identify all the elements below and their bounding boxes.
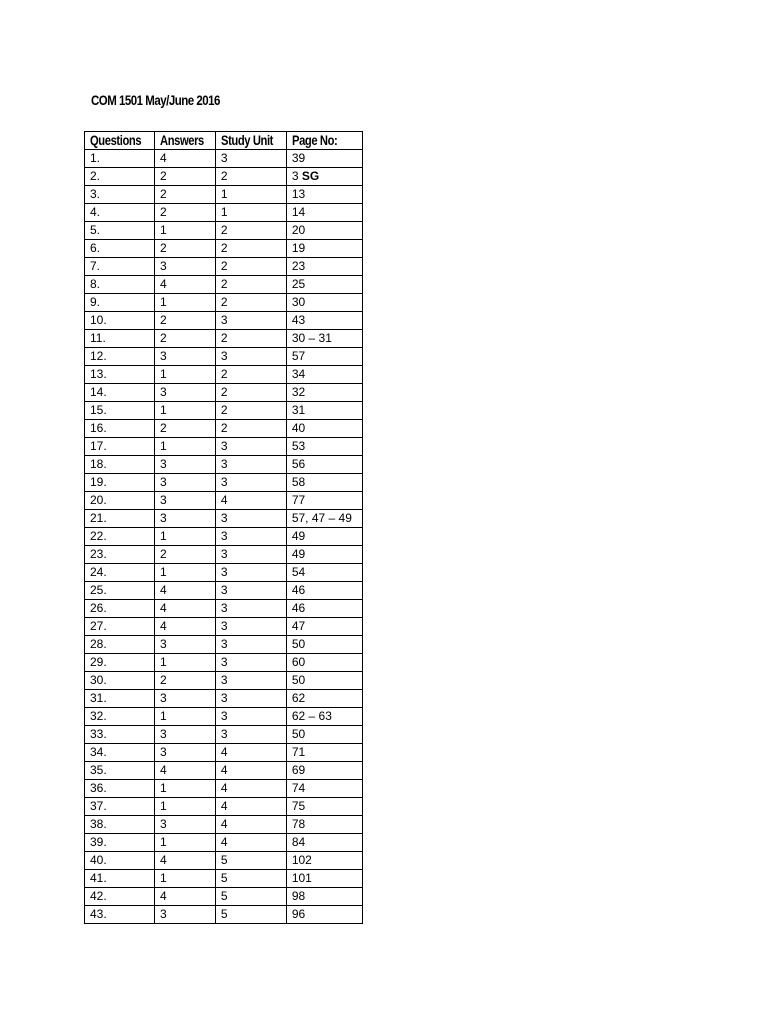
study-unit-cell: 4: [215, 780, 286, 798]
table-row: [85, 366, 363, 384]
page-number-cell: 62: [286, 690, 362, 708]
column-header-questions: Questions: [85, 132, 155, 150]
study-guide-marker: SG: [301, 169, 320, 183]
table-row: [85, 762, 363, 780]
study-unit-cell: 3: [215, 726, 286, 744]
page-number-cell: 50: [286, 672, 362, 690]
page-number-cell: 58: [286, 474, 362, 492]
page-number-cell: 47: [286, 618, 362, 636]
answer-cell: 2: [154, 312, 215, 330]
page-number-cell: 46: [286, 600, 362, 618]
answer-cell: 3: [154, 384, 215, 402]
answer-cell: 1: [154, 438, 215, 456]
table-row: [85, 744, 363, 762]
page-number-cell: 54: [286, 564, 362, 582]
answer-cell: 4: [154, 150, 215, 168]
answer-cell: 1: [154, 870, 215, 888]
table-row: [85, 384, 363, 402]
table-row: [85, 258, 363, 276]
document-title: COM 1501 May/June 2016: [91, 92, 220, 108]
table-row: [85, 456, 363, 474]
answer-cell: 1: [154, 222, 215, 240]
question-number-cell: 23.: [85, 546, 155, 564]
question-number-cell: 14.: [85, 384, 155, 402]
study-unit-cell: 3: [215, 582, 286, 600]
answer-cell: 4: [154, 618, 215, 636]
question-number-cell: 5.: [85, 222, 155, 240]
question-number-cell: 11.: [85, 330, 155, 348]
table-row: [85, 582, 363, 600]
answer-cell: 3: [154, 816, 215, 834]
question-number-cell: 3.: [85, 186, 155, 204]
page-number-cell: 34: [286, 366, 362, 384]
study-unit-cell: 2: [215, 366, 286, 384]
table-row: [85, 726, 363, 744]
answer-cell: 4: [154, 600, 215, 618]
answer-cell: 3: [154, 726, 215, 744]
page-number-cell: 14: [286, 204, 362, 222]
table-row: [85, 798, 363, 816]
study-unit-cell: 1: [215, 204, 286, 222]
answer-cell: 3: [154, 258, 215, 276]
table-row: [85, 150, 363, 168]
table-row: [85, 186, 363, 204]
table-row: [85, 348, 363, 366]
table-row: [85, 222, 363, 240]
question-number-cell: 27.: [85, 618, 155, 636]
study-unit-cell: 5: [215, 906, 286, 924]
study-unit-cell: 2: [215, 294, 286, 312]
table-row: [85, 636, 363, 654]
study-unit-cell: 2: [215, 168, 286, 186]
answer-cell: 1: [154, 654, 215, 672]
study-unit-cell: 3: [215, 636, 286, 654]
question-number-cell: 4.: [85, 204, 155, 222]
question-number-cell: 36.: [85, 780, 155, 798]
study-unit-cell: 5: [215, 870, 286, 888]
question-number-cell: 18.: [85, 456, 155, 474]
question-number-cell: 35.: [85, 762, 155, 780]
answer-cell: 1: [154, 528, 215, 546]
answer-cell: 3: [154, 690, 215, 708]
page-number-cell: 19: [286, 240, 362, 258]
table-row: [85, 330, 363, 348]
study-unit-cell: 2: [215, 330, 286, 348]
table-row: [85, 852, 363, 870]
table-body: [85, 150, 363, 924]
answer-cell: 3: [154, 906, 215, 924]
question-number-cell: 10.: [85, 312, 155, 330]
page-number-cell: 49: [286, 528, 362, 546]
page-number-cell: 3 SG: [286, 168, 362, 186]
question-number-cell: 40.: [85, 852, 155, 870]
answer-cell: 3: [154, 348, 215, 366]
study-unit-cell: 3: [215, 312, 286, 330]
table-row: [85, 690, 363, 708]
answer-cell: 3: [154, 510, 215, 528]
answer-cell: 4: [154, 852, 215, 870]
answer-key-table: [84, 131, 363, 924]
study-unit-cell: 4: [215, 762, 286, 780]
column-header-page-no: Page No:: [286, 132, 362, 150]
table-row: [85, 906, 363, 924]
answer-cell: 1: [154, 834, 215, 852]
question-number-cell: 9.: [85, 294, 155, 312]
table-row: [85, 492, 363, 510]
page-number-cell: 56: [286, 456, 362, 474]
page-number-cell: 62 – 63: [286, 708, 362, 726]
question-number-cell: 2.: [85, 168, 155, 186]
study-unit-cell: 2: [215, 402, 286, 420]
table-row: [85, 654, 363, 672]
answer-cell: 2: [154, 186, 215, 204]
study-unit-cell: 2: [215, 222, 286, 240]
answer-cell: 2: [154, 546, 215, 564]
table-row: [85, 870, 363, 888]
answer-cell: 1: [154, 366, 215, 384]
answer-cell: 3: [154, 492, 215, 510]
study-unit-cell: 3: [215, 546, 286, 564]
answer-cell: 2: [154, 330, 215, 348]
answer-cell: 3: [154, 474, 215, 492]
page-number-cell: 71: [286, 744, 362, 762]
page-number-cell: 74: [286, 780, 362, 798]
answer-cell: 2: [154, 204, 215, 222]
question-number-cell: 29.: [85, 654, 155, 672]
page-number-cell: 20: [286, 222, 362, 240]
page-number-cell: 39: [286, 150, 362, 168]
study-unit-cell: 5: [215, 852, 286, 870]
page-number-cell: 60: [286, 654, 362, 672]
answer-cell: 4: [154, 762, 215, 780]
question-number-cell: 15.: [85, 402, 155, 420]
question-number-cell: 28.: [85, 636, 155, 654]
table-row: [85, 546, 363, 564]
study-unit-cell: 3: [215, 348, 286, 366]
study-unit-cell: 3: [215, 438, 286, 456]
study-unit-cell: 2: [215, 240, 286, 258]
question-number-cell: 26.: [85, 600, 155, 618]
page-number-cell: 30 – 31: [286, 330, 362, 348]
question-number-cell: 16.: [85, 420, 155, 438]
page-number-cell: 96: [286, 906, 362, 924]
page-number-cell: 57: [286, 348, 362, 366]
answer-cell: 2: [154, 420, 215, 438]
page-number-cell: 23: [286, 258, 362, 276]
question-number-cell: 25.: [85, 582, 155, 600]
answer-cell: 1: [154, 294, 215, 312]
page-number-cell: 57, 47 – 49: [286, 510, 362, 528]
page-number-cell: 101: [286, 870, 362, 888]
answer-cell: 4: [154, 582, 215, 600]
question-number-cell: 41.: [85, 870, 155, 888]
question-number-cell: 33.: [85, 726, 155, 744]
answer-cell: 1: [154, 708, 215, 726]
answer-cell: 3: [154, 456, 215, 474]
page-number-cell: 43: [286, 312, 362, 330]
question-number-cell: 43.: [85, 906, 155, 924]
page-number-cell: 75: [286, 798, 362, 816]
study-unit-cell: 3: [215, 528, 286, 546]
study-unit-cell: 4: [215, 492, 286, 510]
page-number-cell: 13: [286, 186, 362, 204]
study-unit-cell: 2: [215, 276, 286, 294]
question-number-cell: 1.: [85, 150, 155, 168]
study-unit-cell: 3: [215, 600, 286, 618]
study-unit-cell: 4: [215, 816, 286, 834]
question-number-cell: 13.: [85, 366, 155, 384]
page-number-cell: 49: [286, 546, 362, 564]
table-row: [85, 402, 363, 420]
page-number-cell: 98: [286, 888, 362, 906]
page-number-cell: 50: [286, 636, 362, 654]
column-header-answers: Answers: [154, 132, 215, 150]
answer-cell: 1: [154, 402, 215, 420]
page-number-cell: 77: [286, 492, 362, 510]
page-number-cell: 31: [286, 402, 362, 420]
table-row: [85, 888, 363, 906]
table-row: [85, 510, 363, 528]
page-number-cell: 78: [286, 816, 362, 834]
table-row: [85, 240, 363, 258]
answer-cell: 3: [154, 744, 215, 762]
table-row: [85, 294, 363, 312]
table-row: [85, 474, 363, 492]
table-row: [85, 600, 363, 618]
table-row: [85, 708, 363, 726]
study-unit-cell: 2: [215, 420, 286, 438]
study-unit-cell: 3: [215, 564, 286, 582]
study-unit-cell: 3: [215, 672, 286, 690]
page-number-cell: 84: [286, 834, 362, 852]
study-unit-cell: 4: [215, 834, 286, 852]
study-unit-cell: 2: [215, 258, 286, 276]
answer-cell: 2: [154, 168, 215, 186]
question-number-cell: 20.: [85, 492, 155, 510]
answer-cell: 2: [154, 240, 215, 258]
column-header-study-unit: Study Unit: [215, 132, 286, 150]
page-number-cell: 30: [286, 294, 362, 312]
answer-cell: 4: [154, 276, 215, 294]
answer-cell: 1: [154, 564, 215, 582]
question-number-cell: 12.: [85, 348, 155, 366]
table-header-row: [85, 132, 363, 150]
table-row: [85, 564, 363, 582]
page-number-cell: 69: [286, 762, 362, 780]
answer-cell: 4: [154, 888, 215, 906]
page-number-cell: 102: [286, 852, 362, 870]
question-number-cell: 17.: [85, 438, 155, 456]
question-number-cell: 42.: [85, 888, 155, 906]
answer-cell: 1: [154, 798, 215, 816]
question-number-cell: 30.: [85, 672, 155, 690]
question-number-cell: 6.: [85, 240, 155, 258]
table-row: [85, 276, 363, 294]
study-unit-cell: 5: [215, 888, 286, 906]
question-number-cell: 7.: [85, 258, 155, 276]
question-number-cell: 21.: [85, 510, 155, 528]
question-number-cell: 8.: [85, 276, 155, 294]
table-row: [85, 816, 363, 834]
question-number-cell: 38.: [85, 816, 155, 834]
question-number-cell: 32.: [85, 708, 155, 726]
answer-cell: 1: [154, 780, 215, 798]
study-unit-cell: 1: [215, 186, 286, 204]
study-unit-cell: 3: [215, 510, 286, 528]
question-number-cell: 24.: [85, 564, 155, 582]
answer-cell: 2: [154, 672, 215, 690]
question-number-cell: 19.: [85, 474, 155, 492]
study-unit-cell: 3: [215, 150, 286, 168]
answer-cell: 3: [154, 636, 215, 654]
question-number-cell: 22.: [85, 528, 155, 546]
page-number-cell: 40: [286, 420, 362, 438]
table-row: [85, 204, 363, 222]
table-row: [85, 528, 363, 546]
table-row: [85, 780, 363, 798]
study-unit-cell: 4: [215, 798, 286, 816]
page-number-cell: 32: [286, 384, 362, 402]
page-number-cell: 25: [286, 276, 362, 294]
table-row: [85, 420, 363, 438]
table-row: [85, 618, 363, 636]
table-row: [85, 312, 363, 330]
study-unit-cell: 4: [215, 744, 286, 762]
table-row: [85, 672, 363, 690]
study-unit-cell: 3: [215, 474, 286, 492]
study-unit-cell: 3: [215, 618, 286, 636]
study-unit-cell: 3: [215, 456, 286, 474]
question-number-cell: 39.: [85, 834, 155, 852]
study-unit-cell: 3: [215, 690, 286, 708]
table-row: [85, 168, 363, 186]
question-number-cell: 37.: [85, 798, 155, 816]
study-unit-cell: 2: [215, 384, 286, 402]
question-number-cell: 31.: [85, 690, 155, 708]
page-number-cell: 53: [286, 438, 362, 456]
question-number-cell: 34.: [85, 744, 155, 762]
table-row: [85, 438, 363, 456]
page-number-cell: 50: [286, 726, 362, 744]
study-unit-cell: 3: [215, 654, 286, 672]
study-unit-cell: 3: [215, 708, 286, 726]
table-row: [85, 834, 363, 852]
page-number-cell: 46: [286, 582, 362, 600]
